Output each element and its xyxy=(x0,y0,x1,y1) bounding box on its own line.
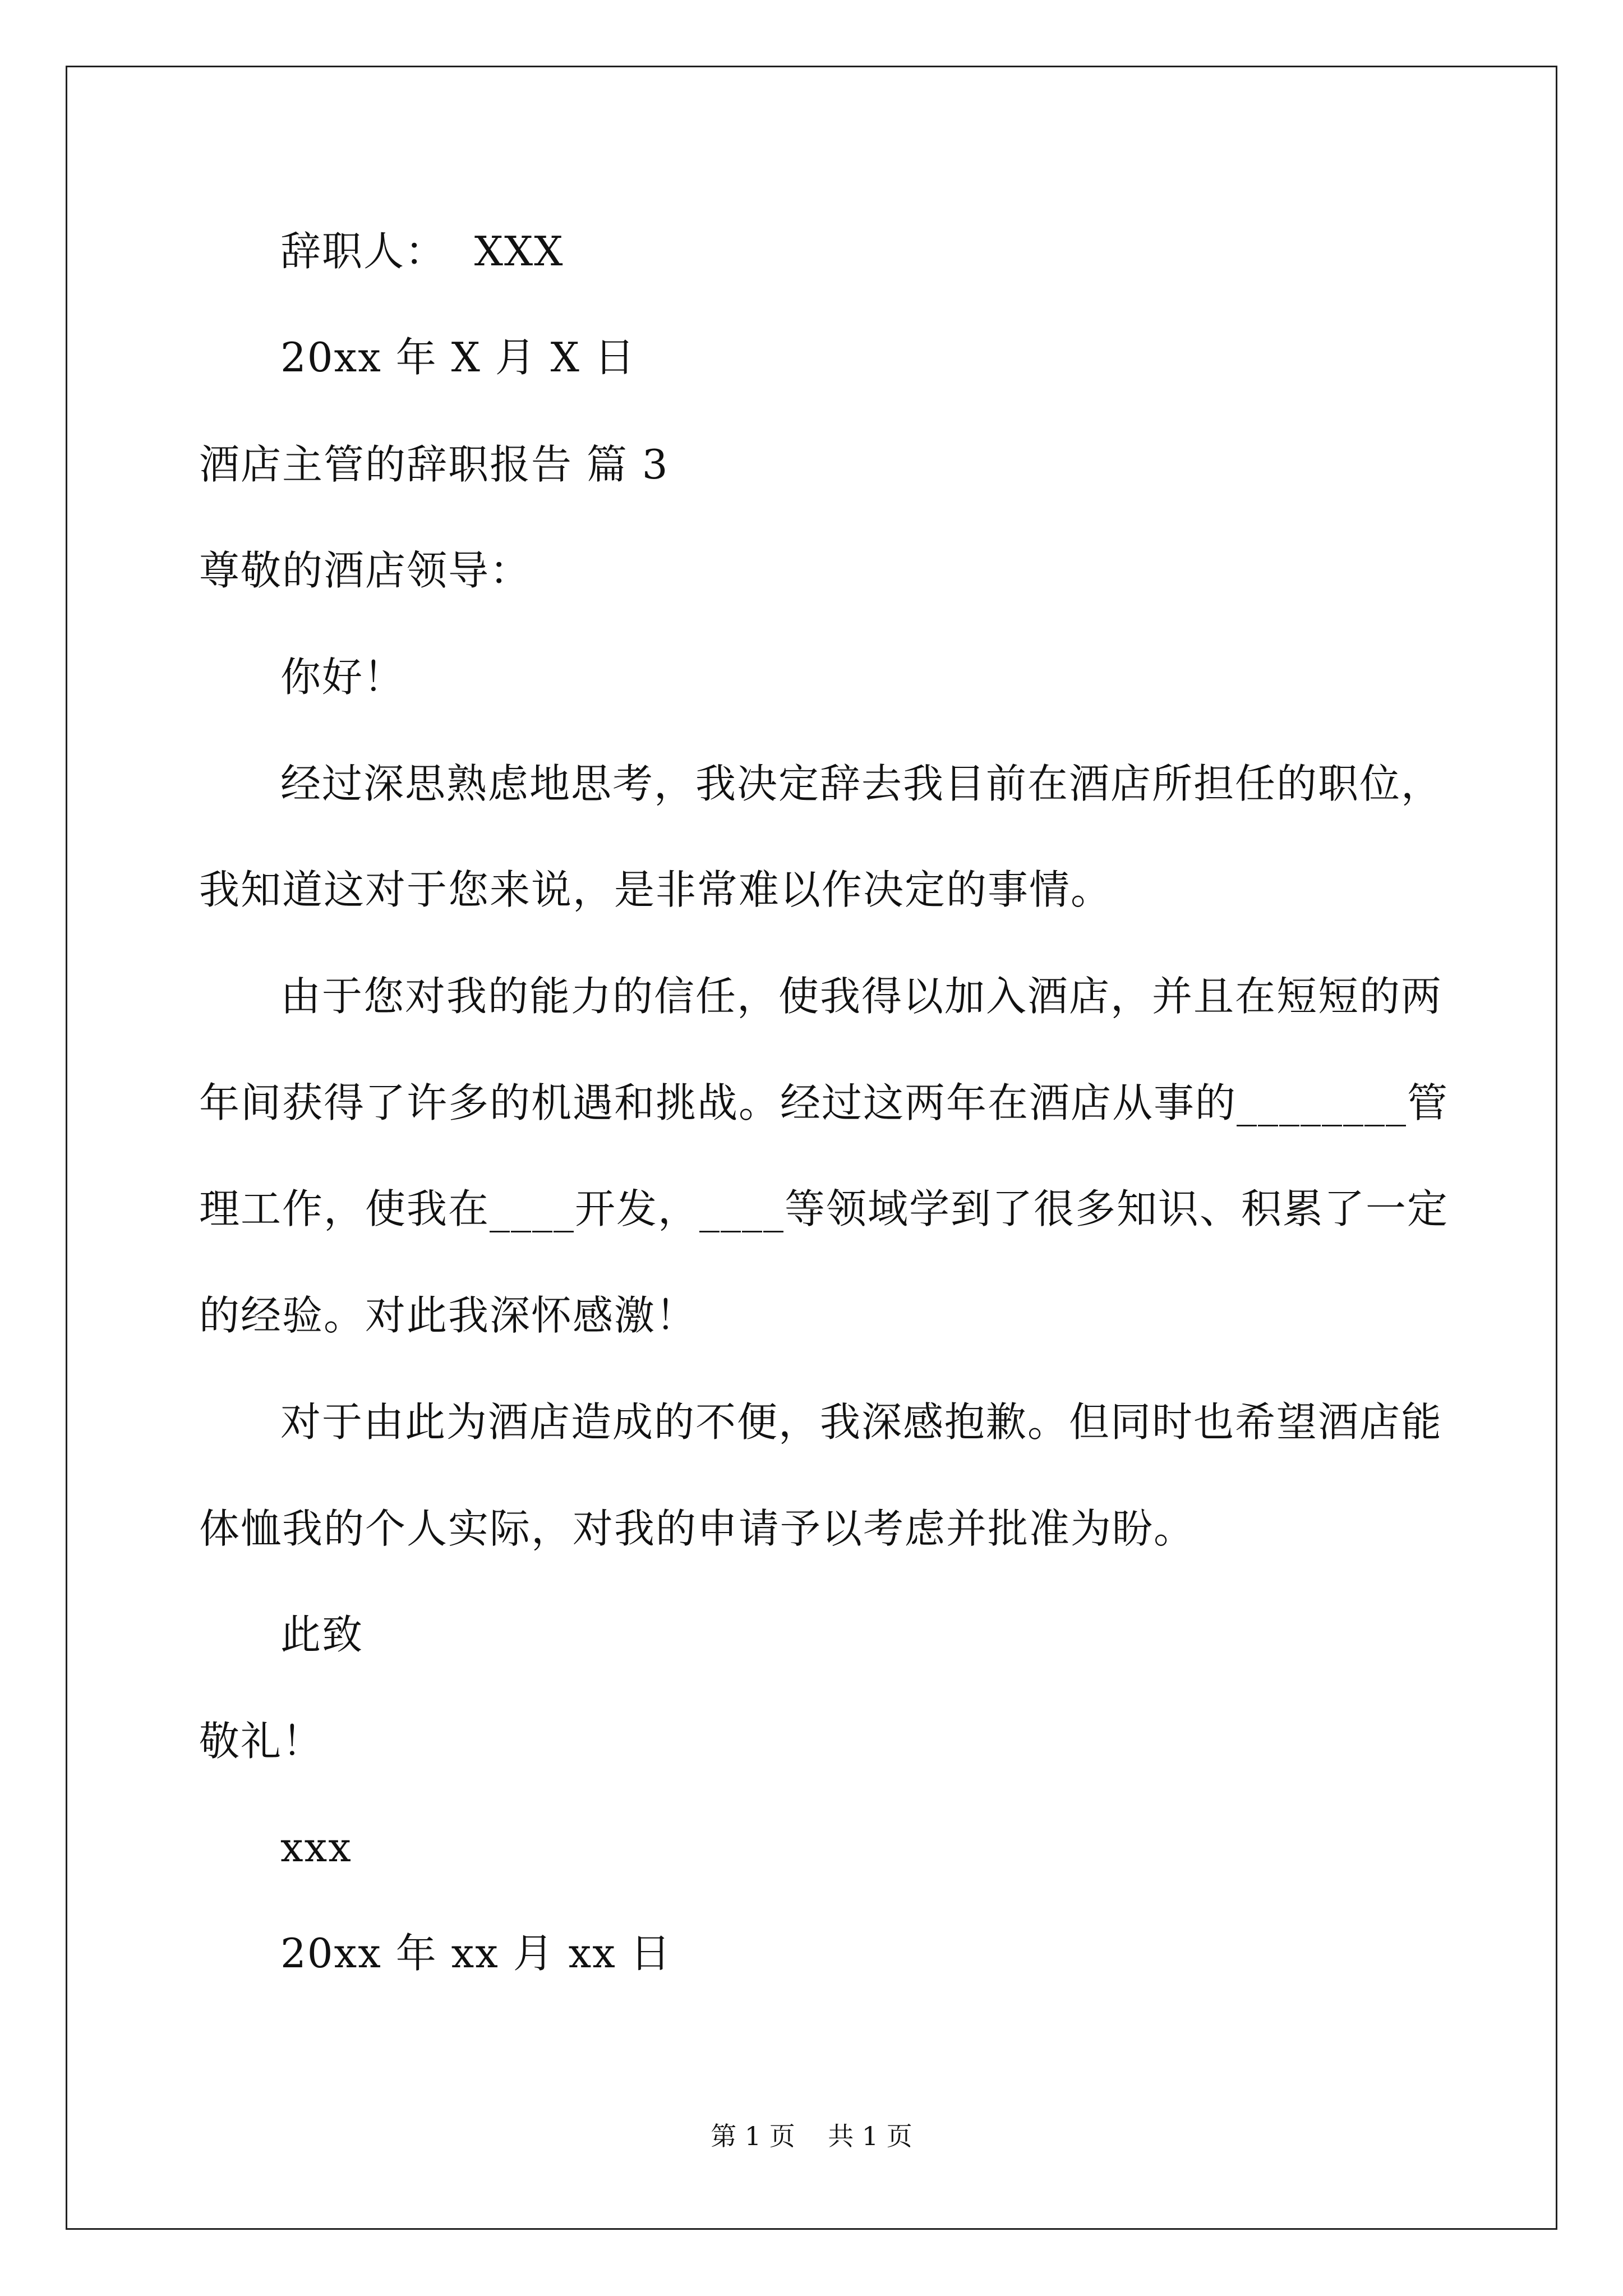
body-paragraph-3-line-2: 体恤我的个人实际，对我的申请予以考虑并批准为盼。 xyxy=(199,1505,1196,1552)
section-title: 酒店主管的辞职报告 篇 3 xyxy=(199,441,669,488)
signature-date: 20xx 年 xx 月 xx 日 xyxy=(280,1930,672,1977)
greeting: 你好！ xyxy=(280,654,405,701)
body-paragraph-2-line-2: 年间获得了许多的机遇和挑战。经过这两年在酒店从事的________管 xyxy=(199,1079,1449,1126)
body-paragraph-3-line-1: 对于由此为酒店造成的不便，我深感抱歉。但同时也希望酒店能 xyxy=(280,1398,1443,1446)
date-line: 20xx 年 X 月 X 日 xyxy=(280,334,636,381)
closing: 此致 xyxy=(280,1611,364,1658)
signature: xxx xyxy=(280,1824,352,1871)
page-frame xyxy=(66,66,1557,2230)
body-paragraph-2-line-1: 由于您对我的能力的信任，使我得以加入酒店，并且在短短的两 xyxy=(280,973,1443,1020)
body-paragraph-1-line-2: 我知道这对于您来说，是非常难以作决定的事情。 xyxy=(199,866,1113,913)
page-footer: 第 1 页 共 1 页 xyxy=(711,2121,912,2151)
resigner-line: 辞职人： XXX xyxy=(280,228,564,275)
regards: 敬礼！ xyxy=(199,1718,324,1765)
body-paragraph-2-line-3: 理工作，使我在____开发，____等领域学到了很多知识、积累了一定 xyxy=(199,1185,1449,1232)
body-paragraph-1-line-1: 经过深思熟虑地思考，我决定辞去我目前在酒店所担任的职位， xyxy=(280,760,1443,807)
salutation: 尊敬的酒店领导： xyxy=(199,547,532,594)
body-paragraph-2-line-4: 的经验。对此我深怀感激！ xyxy=(199,1292,698,1339)
